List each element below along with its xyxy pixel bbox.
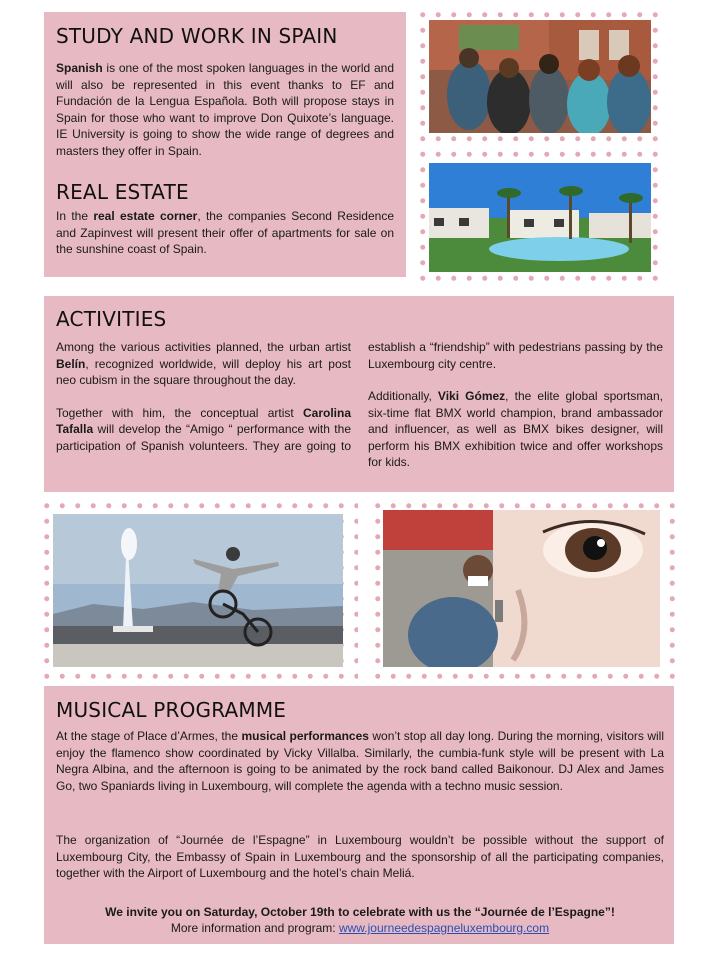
invite-text: We invite you on Saturday, October 19th to celebrate with us the “Journée de l’Espagne”! bbox=[105, 905, 615, 919]
activities-title: ACTIVITIES bbox=[56, 307, 167, 331]
study-paragraph bbox=[56, 60, 394, 159]
more-info-label: More information and program: bbox=[170, 921, 339, 935]
activities-paragraph-tafalla: Together with him, the conceptual artist Carolina Tafalla will develop the “Amigo “ performance with the participation of Spanish volunteers. They are going to establish a “friendship” with pedestrians passing by the Luxembourg city centre. bbox=[56, 340, 663, 453]
students-photo bbox=[429, 20, 651, 133]
musical-paragraph-1: At the stage of Place d’Armes, the musical performances won’t stop all day long. During the morning, visitors will enjoy the flamenco show coordinated by Vicky Villalba. Similarly, the cumbia-funk style will be present with La Negra Albina, and the afternoon is going to be animated by the rock band called Baikonour. DJ Alex and James Go, two Spaniards living in Luxembourg, will complete the agenda with a techno music session. bbox=[56, 729, 664, 793]
activities-paragraph-gomez: Additionally, Viki Gómez, the elite global sportsman, six-time flat BMX world champion, brand ambassador and influencer, as well as BMX bikes designer, will perform his BMX exhibition twice and offer workshops for kids. bbox=[368, 389, 663, 469]
real-estate-paragraph: In the real estate corner, the companies Second Residence and Zapinvest will present their offer of apartments for sale on the sunshine coast of Spain. bbox=[56, 209, 394, 256]
musical-title: MUSICAL PROGRAMME bbox=[56, 698, 287, 722]
street-artist-photo bbox=[383, 510, 660, 667]
real-estate-photo bbox=[429, 163, 651, 272]
more-info-line bbox=[56, 920, 664, 937]
website-link[interactable]: www.journeedespagneluxembourg.com bbox=[338, 921, 550, 935]
study-text: is one of the most spoken languages in the world and will also be represented in this event thanks to EF and Fundación de la Lengua Española. Both will propose stays in Spain for those who want to improve Don Quixote’s language. IE University is going to show the wide range of degrees and masters they offer in Spain. bbox=[56, 61, 394, 158]
musical-paragraph-2: The organization of “Journée de l’Espagne” in Luxembourg wouldn’t be possible without the support of Luxembourg City, the Embassy of Spain in Luxembourg and the sponsorship of all the participating companies, together with the Airport of Luxembourg and the hotel’s chain Meliá. bbox=[56, 833, 664, 880]
real-estate-bold: real estate corner bbox=[93, 209, 198, 223]
musical-panel bbox=[44, 686, 674, 944]
study-title: STUDY AND WORK IN SPAIN bbox=[56, 24, 338, 48]
bmx-photo bbox=[53, 514, 343, 667]
real-estate-title: REAL ESTATE bbox=[56, 180, 189, 204]
study-bold-spanish: Spanish bbox=[56, 61, 103, 75]
activities-paragraph-belin: Among the various activities planned, the urban artist Belín, recognized worldwide, will deploy his art post neo cubism in the square throughout the day. bbox=[56, 340, 351, 387]
activities-columns bbox=[56, 339, 663, 484]
activities-panel bbox=[44, 296, 674, 492]
study-real-estate-panel bbox=[44, 12, 406, 277]
